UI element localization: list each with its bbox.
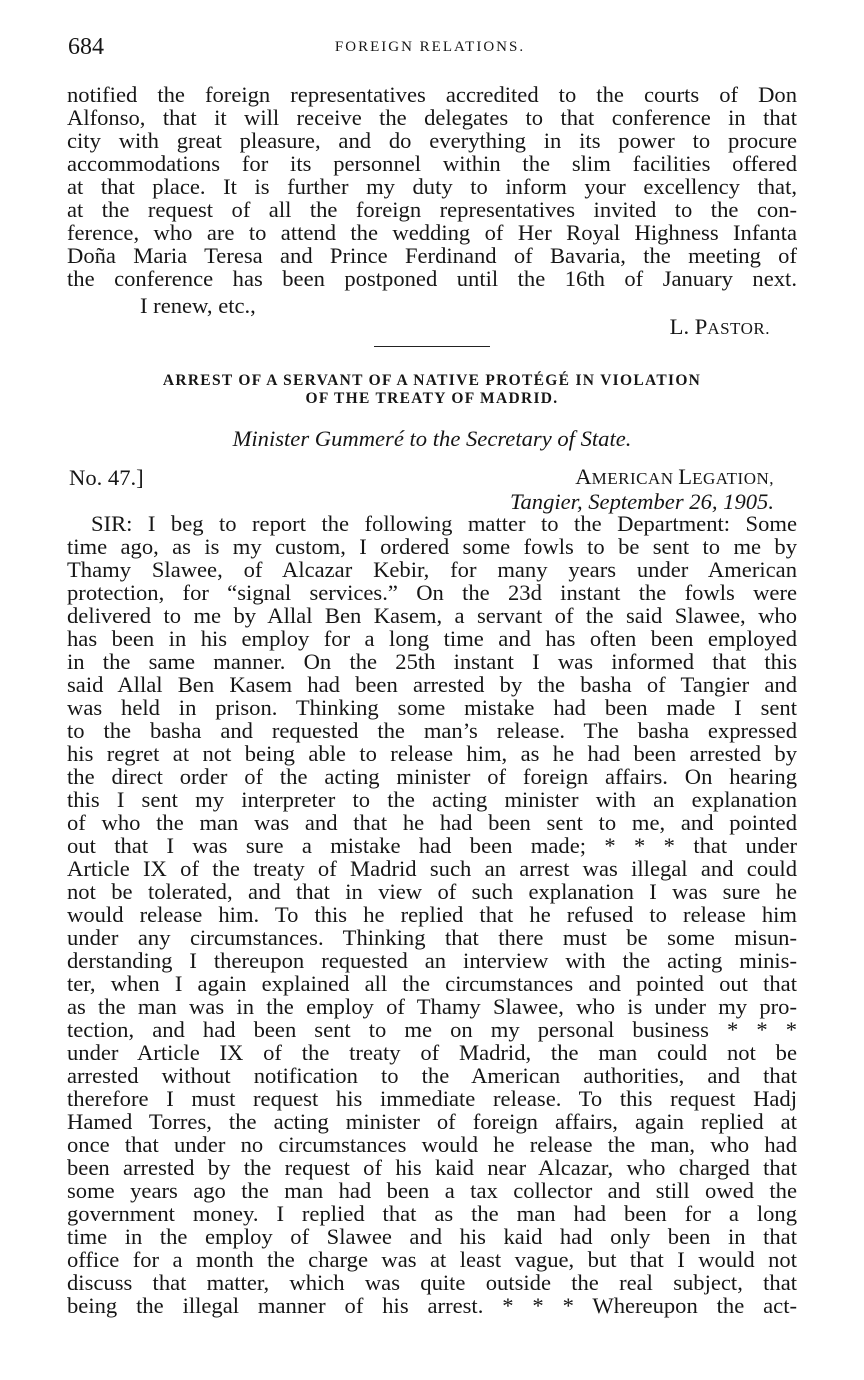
text-line: the conference has been postponed until the 16th of January next.: [67, 266, 797, 291]
text-line: the direct order of the acting minister of foreign affairs. On hearing: [67, 764, 797, 789]
text-line: at that place. It is further my duty to inform your excellency that,: [67, 174, 797, 199]
closing-formula: I renew, etc.,: [140, 293, 256, 318]
section-title-line: ARREST OF A SERVANT OF A NATIVE PROTÉGÉ IN VIOLATION: [162, 372, 702, 389]
section-title: [60, 372, 804, 408]
text-line: Hamed Torres, the acting minister of foreign affairs, again replied at: [67, 1109, 797, 1134]
text-line: Article IX of the treaty of Madrid such an arrest was illegal and could: [67, 856, 797, 881]
text-line: time in the employ of Slawee and his kaid had only been in that: [67, 1224, 797, 1249]
text-line: ter, when I again explained all the circumstances and pointed out that: [67, 971, 797, 996]
text-line: protection, for “signal services.” On the 23d instant the fowls were: [67, 580, 797, 605]
text-line: to the basha and requested the man’s release. The basha expressed: [67, 718, 797, 743]
text-line: been arrested by the request of his kaid near Alcazar, who charged that: [67, 1155, 797, 1180]
text-line: would release him. To this he replied that he refused to release him: [67, 902, 797, 927]
letter-address: [510, 465, 774, 513]
text-line: has been in his employ for a long time and has often been employed: [67, 626, 797, 651]
text-line: discuss that matter, which was quite outside the real subject, that: [67, 1270, 797, 1295]
text-line: under Article IX of the treaty of Madrid, the man could not be: [67, 1040, 797, 1065]
text-line: accommodations for its personnel within the slim facilities offered: [67, 151, 797, 176]
text-line: of who the man was and that he had been sent to me, and pointed: [67, 810, 797, 835]
text-line: time ago, as is my custom, I ordered some fowls to be sent to me by: [67, 534, 797, 559]
text-line: in the same manner. On the 25th instant I was informed that this: [67, 649, 797, 674]
text-line: derstanding I thereupon requested an interview with the acting minis-: [67, 948, 797, 973]
signature-initial: L. P: [669, 314, 708, 339]
text-line: this I sent my interpreter to the acting minister with an explanation: [67, 787, 797, 812]
text-line: under any circumstances. Thinking that there must be some misun-: [67, 925, 797, 950]
text-line: his regret at not being able to release him, as he had been arrested by: [67, 741, 797, 766]
section-divider: [374, 346, 490, 347]
text-line: not be tolerated, and that in view of such explanation I was sure he: [67, 879, 797, 904]
text-line: SIR: I beg to report the following matter to the Department: Some: [91, 511, 797, 536]
text-line: being the illegal manner of his arrest. * * * Whereupon the act-: [67, 1293, 797, 1318]
text-line: Doña Maria Teresa and Prince Ferdinand of Bavaria, the meeting of: [67, 243, 797, 268]
document-number: No. 47.]: [69, 465, 144, 490]
text-line: once that under no circumstances would he release the man, who had: [67, 1132, 797, 1157]
legation-name: AMERICAN LEGATION,: [575, 464, 774, 489]
text-line: delivered to me by Allal Ben Kasem, a servant of the said Slawee, who: [67, 603, 797, 628]
text-line: Thamy Slawee, of Alcazar Kebir, for many years under American: [67, 557, 797, 582]
continuation-paragraph: [67, 83, 797, 290]
running-head: FOREIGN RELATIONS.: [334, 39, 526, 55]
page-header: [60, 34, 800, 64]
text-line: said Allal Ben Kasem had been arrested by the basha of Tangier and: [67, 672, 797, 697]
text-line: government money. I replied that as the man had been for a long: [67, 1201, 797, 1226]
text-line: tection, and had been sent to me on my personal business * * *: [67, 1017, 797, 1042]
section-title-line: OF THE TREATY OF MADRID.: [305, 390, 559, 407]
page-number: 684: [68, 34, 104, 60]
text-line: office for a month the charge was at least vague, but that I would not: [67, 1247, 797, 1272]
text-line: arrested without notification to the American authorities, and that: [67, 1063, 797, 1088]
text-line: city with great pleasure, and do everything in its power to procure: [67, 128, 797, 153]
letter-heading: Minister Gummeré to the Secretary of State.: [232, 426, 632, 451]
text-line: out that I was sure a mistake had been made; * * * that under: [67, 833, 797, 858]
signature: [670, 314, 770, 340]
letter-date: Tangier, September 26, 1905.: [509, 489, 774, 514]
text-line: was held in prison. Thinking some mistake had been made I sent: [67, 695, 797, 720]
text-line: notified the foreign representatives accredited to the courts of Don: [67, 82, 797, 107]
text-line: ference, who are to attend the wedding of Her Royal Highness Infanta: [67, 220, 797, 245]
signature-rest: ASTOR.: [707, 319, 770, 338]
text-line: as the man was in the employ of Thamy Slawee, who is under my pro-: [67, 994, 797, 1019]
text-line: at the request of all the foreign representatives invited to the con-: [67, 197, 797, 222]
text-line: some years ago the man had been a tax collector and still owed the: [67, 1178, 797, 1203]
letter-body: [67, 512, 797, 1317]
text-line: therefore I must request his immediate release. To this request Hadj: [67, 1086, 797, 1111]
text-line: Alfonso, that it will receive the delegates to that conference in that: [67, 105, 797, 130]
